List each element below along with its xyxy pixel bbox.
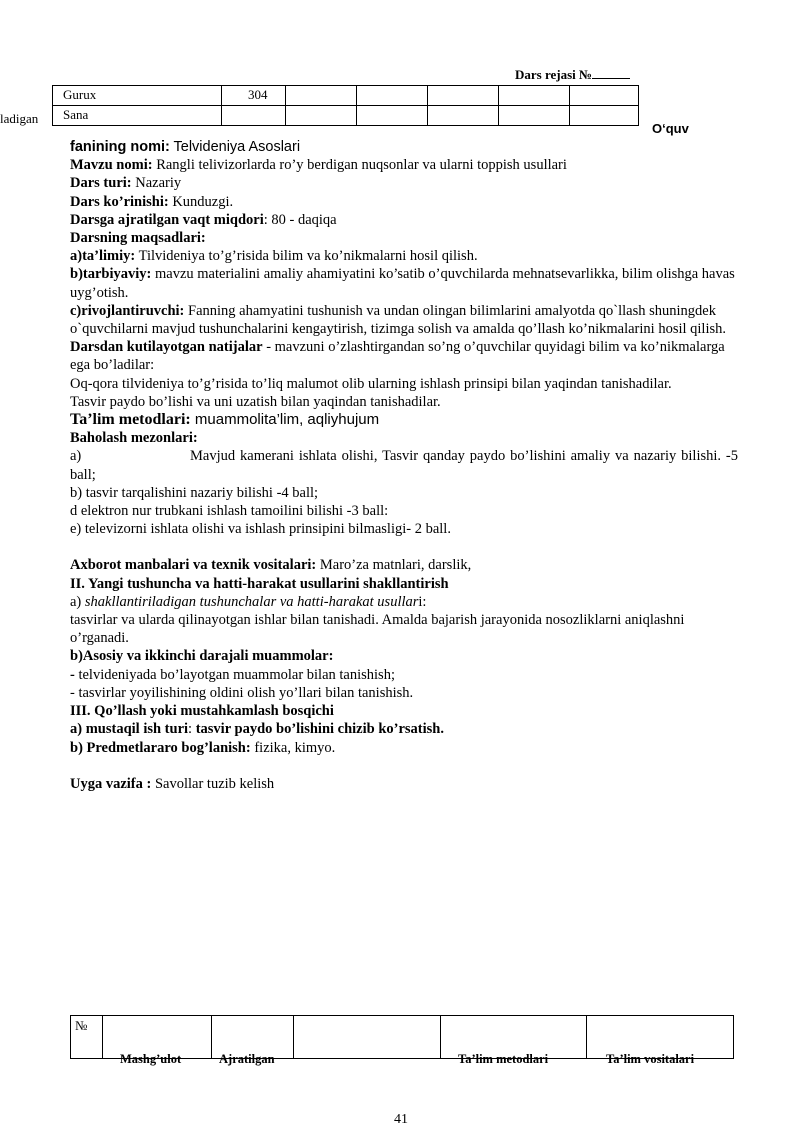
- header-empty-cell: [357, 106, 428, 126]
- section-2b-heading: b)Asosiy va ikkinchi darajali muammolar:: [70, 648, 334, 665]
- left-margin-fragment: ladigan: [0, 111, 39, 126]
- lesson-view-line: Dars ko’rinishi: Kunduzgi.: [70, 193, 234, 210]
- right-margin-fragment: O‘quv: [652, 121, 689, 136]
- section-2-heading: II. Yangi tushuncha va hatti-harakat usullarini shakllantirish: [70, 575, 449, 592]
- header-empty-cell: [428, 106, 499, 126]
- group-value-cell: 304: [222, 86, 286, 106]
- criteria-a: a) Mavjud kamerani ishlata olishi, Tasvir qanday paydo bo’lishini amaliy va nazariy bilishi. -5 ball;: [70, 448, 738, 483]
- spacer: [70, 757, 738, 775]
- goals-heading: Darsning maqsadlari:: [70, 230, 206, 247]
- expected-result-1: Oq-qora tilvideniya to’g’risida to’liq malumot olib ularning ishlash prinsipi bilan yaqindan tanishadilar.: [70, 375, 672, 392]
- header-table-row: [53, 106, 639, 126]
- header-empty-cell: [499, 86, 570, 106]
- section-2a: a) shakllantiriladigan tushunchalar va hatti-harakat usullari:: [70, 593, 427, 610]
- lesson-plan-title-text: Dars rejasi №: [515, 67, 593, 82]
- sources-line: Axborot manbalari va texnik vositalari: Maro’za matnlari, darslik,: [70, 557, 472, 574]
- goal-b: b)tarbiyaviy: mavzu materialini amaliy ahamiyatini ko’satib o’quvchilarda mehnatsevarlikka, bilim olishga havas uyg’otish.: [70, 266, 735, 301]
- spacer: [70, 538, 738, 556]
- section-3b: b) Predmetlararo bog’lanish: fizika, kimyo.: [70, 739, 336, 756]
- schedule-cell: [294, 1016, 441, 1059]
- column-header-session: Mashg’ulot: [120, 1052, 182, 1066]
- subject-line: fanining nomi: Telvideniya Asoslari: [70, 139, 301, 155]
- criteria-e: e) televizorni ishlata olishi va ishlash prinsipini bilmasligi- 2 ball.: [70, 521, 451, 538]
- header-empty-cell: [357, 86, 428, 106]
- goal-a: a)ta’limiy: Tilvideniya to’g’risida bilim va ko’nikmalarni hosil qilish.: [70, 248, 478, 265]
- lesson-plan-title: [515, 66, 630, 83]
- column-header-tools: Ta’lim vositalari: [606, 1052, 695, 1066]
- number-cell: №: [71, 1016, 103, 1059]
- header-empty-cell: [428, 86, 499, 106]
- topic-line: Mavzu nomi: Rangli telivizorlarda ro’y berdigan nuqsonlar va ularni toppish usullari: [70, 157, 567, 174]
- lesson-type-line: Dars turi: Nazariy: [70, 175, 182, 192]
- expected-results: Darsdan kutilayotgan natijalar - mavzuni o’zlashtirgandan so’ng o’quvchilar quyidagi bilim va ko’nikmalarga ega bo’ladilar:: [70, 339, 725, 374]
- homework-line: Uyga vazifa : Savollar tuzib kelish: [70, 775, 275, 792]
- criteria-heading: Baholash mezonlari:: [70, 430, 198, 447]
- goal-c: c)rivojlantiruvchi: Fanning ahamyatini tushunish va undan olingan bilimlarini amalyotda qo`llash shuningdek o`quvchilarni mavjud tushunchalarini kengaytirish, tizimga solish va amalda qo’llash ko’nikmalarini hosil qilish.: [70, 302, 726, 338]
- header-empty-cell: [499, 106, 570, 126]
- column-header-methods: Ta’lim metodlari: [458, 1052, 549, 1066]
- header-table-row: [53, 86, 639, 106]
- lesson-content: [70, 138, 738, 793]
- date-label-cell: Sana: [53, 106, 222, 126]
- section-2a-text: tasvirlar va ularda qilinayotgan ishlar bilan tanishadi. Amalda bajarish jarayonida nosozliklarni aniqlashni o’rganadi.: [70, 612, 685, 647]
- header-empty-cell: [570, 86, 639, 106]
- methods-line: Ta’lim metodlari: muammolita’lim, aqliyhujum: [70, 411, 380, 429]
- expected-result-2: Tasvir paydo bo’lishi va uni uzatish bilan yaqindan tanishadilar.: [70, 393, 441, 410]
- group-label-cell: Gurux: [53, 86, 222, 106]
- section-2b-item-1: - telvideniyada bo’layotgan muammolar bilan tanishish;: [70, 666, 395, 683]
- number-blank: [592, 66, 630, 79]
- header-empty-cell: [570, 106, 639, 126]
- date-value-cell: [222, 106, 286, 126]
- criteria-d: d elektron nur trubkani ishlash tamoilini bilishi -3 ball:: [70, 503, 389, 520]
- header-empty-cell: [286, 106, 357, 126]
- header-table: [52, 85, 639, 126]
- header-empty-cell: [286, 86, 357, 106]
- time-line: Darsga ajratilgan vaqt miqdori: 80 - daqiqa: [70, 211, 337, 228]
- column-header-allocated: Ajratilgan: [219, 1052, 275, 1066]
- section-3a: a) mustaqil ish turi: tasvir paydo bo’lishini chizib ko’rsatish.: [70, 721, 445, 738]
- criteria-b: b) tasvir tarqalishini nazariy bilishi -4 ball;: [70, 484, 319, 501]
- page-number: 41: [394, 1112, 408, 1127]
- section-3-heading: III. Qo’llash yoki mustahkamlash bosqichi: [70, 703, 334, 720]
- section-2b-item-2: - tasvirlar yoyilishining oldini olish yo’llari bilan tanishish.: [70, 684, 414, 701]
